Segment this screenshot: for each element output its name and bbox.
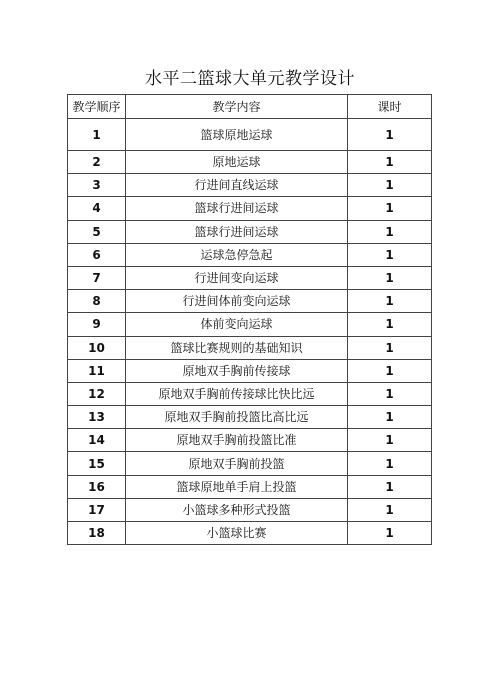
row-hours: 1 xyxy=(348,243,432,266)
row-sequence: 6 xyxy=(68,243,126,266)
row-content: 行进间体前变向运球 xyxy=(126,290,348,313)
row-content: 行进间变向运球 xyxy=(126,266,348,289)
table-row xyxy=(68,243,432,266)
row-content: 原地双手胸前投篮 xyxy=(126,452,348,475)
row-content: 体前变向运球 xyxy=(126,313,348,336)
row-sequence: 13 xyxy=(68,406,126,429)
row-sequence: 12 xyxy=(68,382,126,405)
row-hours: 1 xyxy=(348,119,432,151)
row-sequence: 9 xyxy=(68,313,126,336)
header-sequence: 教学顺序 xyxy=(68,95,126,119)
table-header-row xyxy=(68,95,432,119)
row-content: 行进间直线运球 xyxy=(126,174,348,197)
row-hours: 1 xyxy=(348,336,432,359)
row-hours: 1 xyxy=(348,197,432,220)
row-hours: 1 xyxy=(348,429,432,452)
lesson-plan-table xyxy=(67,94,432,545)
table-row xyxy=(68,475,432,498)
row-sequence: 18 xyxy=(68,522,126,545)
row-hours: 1 xyxy=(348,406,432,429)
row-content: 运球急停急起 xyxy=(126,243,348,266)
table-row xyxy=(68,290,432,313)
table-row xyxy=(68,522,432,545)
row-content: 篮球行进间运球 xyxy=(126,197,348,220)
row-hours: 1 xyxy=(348,290,432,313)
table-row xyxy=(68,359,432,382)
row-sequence: 17 xyxy=(68,498,126,521)
row-content: 原地双手胸前传接球比快比远 xyxy=(126,382,348,405)
row-hours: 1 xyxy=(348,382,432,405)
row-hours: 1 xyxy=(348,359,432,382)
row-sequence: 3 xyxy=(68,174,126,197)
row-hours: 1 xyxy=(348,313,432,336)
row-content: 原地双手胸前传接球 xyxy=(126,359,348,382)
table-row xyxy=(68,382,432,405)
row-hours: 1 xyxy=(348,522,432,545)
row-content: 篮球行进间运球 xyxy=(126,220,348,243)
row-sequence: 5 xyxy=(68,220,126,243)
row-hours: 1 xyxy=(348,220,432,243)
table-row xyxy=(68,429,432,452)
table-row xyxy=(68,313,432,336)
row-content: 原地双手胸前投篮比高比远 xyxy=(126,406,348,429)
row-hours: 1 xyxy=(348,266,432,289)
row-content: 篮球比赛规则的基础知识 xyxy=(126,336,348,359)
row-hours: 1 xyxy=(348,475,432,498)
table-row xyxy=(68,336,432,359)
row-sequence: 14 xyxy=(68,429,126,452)
row-content: 原地双手胸前投篮比准 xyxy=(126,429,348,452)
row-content: 原地运球 xyxy=(126,151,348,174)
row-sequence: 1 xyxy=(68,119,126,151)
row-sequence: 11 xyxy=(68,359,126,382)
table-row xyxy=(68,220,432,243)
table-row xyxy=(68,119,432,151)
row-sequence: 4 xyxy=(68,197,126,220)
row-content: 小篮球比赛 xyxy=(126,522,348,545)
row-sequence: 10 xyxy=(68,336,126,359)
row-content: 小篮球多种形式投篮 xyxy=(126,498,348,521)
table-row xyxy=(68,266,432,289)
row-hours: 1 xyxy=(348,174,432,197)
row-sequence: 8 xyxy=(68,290,126,313)
row-sequence: 2 xyxy=(68,151,126,174)
row-hours: 1 xyxy=(348,151,432,174)
header-content: 教学内容 xyxy=(126,95,348,119)
header-hours: 课时 xyxy=(348,95,432,119)
row-sequence: 7 xyxy=(68,266,126,289)
row-content: 篮球原地运球 xyxy=(126,119,348,151)
row-content: 篮球原地单手肩上投篮 xyxy=(126,475,348,498)
row-hours: 1 xyxy=(348,452,432,475)
page-title: 水平二篮球大单元教学设计 xyxy=(145,69,355,89)
table-row xyxy=(68,174,432,197)
row-sequence: 15 xyxy=(68,452,126,475)
table-row xyxy=(68,406,432,429)
table-row xyxy=(68,151,432,174)
table-row xyxy=(68,498,432,521)
table-row xyxy=(68,452,432,475)
table-row xyxy=(68,197,432,220)
row-hours: 1 xyxy=(348,498,432,521)
row-sequence: 16 xyxy=(68,475,126,498)
